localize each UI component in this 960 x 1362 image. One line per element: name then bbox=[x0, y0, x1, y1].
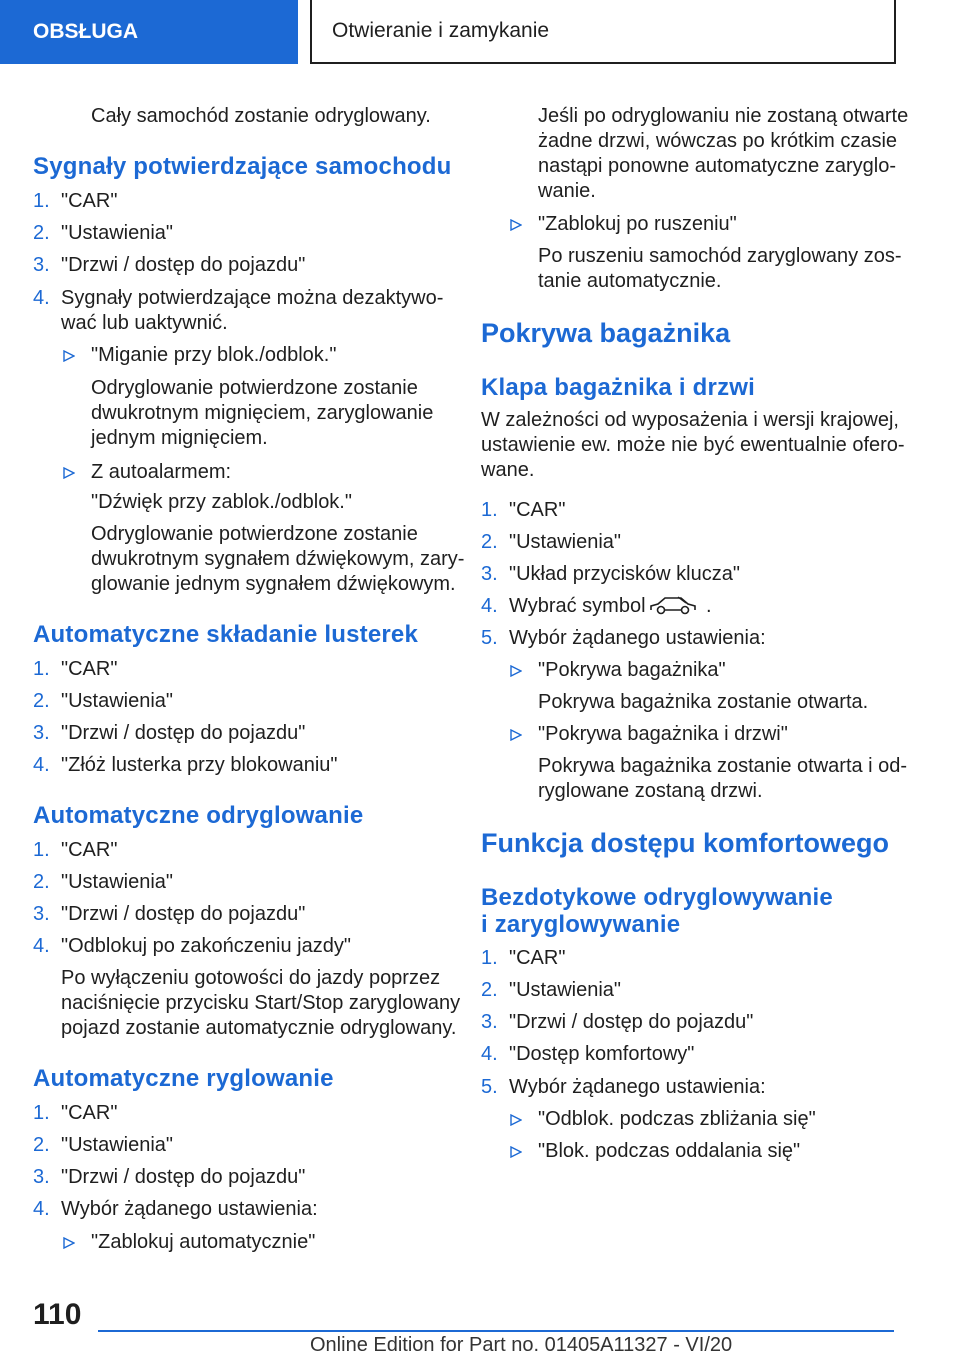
section-title: Klapa bagażnika i drzwi bbox=[481, 374, 756, 401]
step-desc: naciśnięcie przycisku Start/Stop zaryglowany bbox=[61, 992, 461, 1014]
step-number: 4. bbox=[33, 1198, 50, 1220]
step-text: "Drzwi / dostęp do pojazdu" bbox=[509, 1011, 754, 1033]
section-title: i zaryglowywanie bbox=[481, 911, 681, 938]
step-text: Wybrać symbol bbox=[509, 595, 646, 617]
step-number: 1. bbox=[481, 947, 498, 969]
step-number: 3. bbox=[481, 563, 498, 585]
option-label: "Pokrywa bagażnika i drzwi" bbox=[538, 723, 788, 745]
step-text: "Dostęp komfortowy" bbox=[509, 1043, 695, 1065]
step-text: "Ustawienia" bbox=[61, 871, 174, 893]
chapter-heading: Pokrywa bagażnika bbox=[481, 318, 731, 348]
step-text: Sygnały potwierdzające można dezaktywo- bbox=[61, 287, 444, 309]
section-intro: wane. bbox=[481, 459, 535, 481]
step-text: "Ustawienia" bbox=[509, 531, 622, 553]
option-desc: ryglowane zostaną drzwi. bbox=[538, 780, 763, 802]
step-text: "Układ przycisków klucza" bbox=[509, 563, 740, 585]
section-tab bbox=[0, 0, 298, 64]
car-icon bbox=[648, 594, 698, 621]
option-desc: glowanie jednym sygnałem dźwiękowym. bbox=[91, 573, 456, 595]
option-desc: Pokrywa bagażnika zostanie otwarta. bbox=[538, 691, 869, 713]
step-text-suffix: . bbox=[706, 595, 712, 617]
step-text: "Drzwi / dostęp do pojazdu" bbox=[61, 1166, 306, 1188]
option-desc: tanie automatycznie. bbox=[538, 270, 722, 292]
option-desc: dwukrotnym mignięciem, zaryglowanie bbox=[91, 402, 434, 424]
step-number: 4. bbox=[481, 1043, 498, 1065]
option-label: "Pokrywa bagażnika" bbox=[538, 659, 726, 681]
option-label: "Zablokuj automatycznie" bbox=[91, 1231, 316, 1253]
step-text: "CAR" bbox=[61, 190, 118, 212]
option-desc: Pokrywa bagażnika zostanie otwarta i od- bbox=[538, 755, 908, 777]
step-number: 3. bbox=[481, 1011, 498, 1033]
step-number: 2. bbox=[33, 222, 50, 244]
step-text: "Złóż lusterka przy blokowaniu" bbox=[61, 754, 338, 776]
option-desc: Jeśli po odryglowaniu nie zostaną otwarte bbox=[538, 105, 909, 127]
step-text: "Ustawienia" bbox=[61, 222, 174, 244]
option-desc: wanie. bbox=[538, 180, 596, 202]
step-number: 5. bbox=[481, 627, 498, 649]
step-text: "CAR" bbox=[61, 839, 118, 861]
step-number: 2. bbox=[481, 531, 498, 553]
step-number: 3. bbox=[33, 722, 50, 744]
chapter-label: Otwieranie i zamykanie bbox=[332, 19, 550, 42]
step-desc: pojazd zostanie automatycznie odryglowany. bbox=[61, 1017, 457, 1039]
step-text: Wybór żądanego ustawienia: bbox=[509, 1076, 766, 1098]
chapter-heading: Funkcja dostępu komfortowego bbox=[481, 828, 890, 858]
footer-divider bbox=[98, 1330, 894, 1332]
step-number: 3. bbox=[33, 903, 50, 925]
step-text: "CAR" bbox=[509, 499, 566, 521]
step-text: "CAR" bbox=[61, 1102, 118, 1124]
step-number: 3. bbox=[33, 254, 50, 276]
option-desc: nastąpi ponowne automatyczne zaryglo- bbox=[538, 155, 896, 177]
option-label: "Zablokuj po ruszeniu" bbox=[538, 213, 737, 235]
section-title: Automatyczne ryglowanie bbox=[33, 1065, 334, 1092]
option-desc: żadne drzwi, wówczas po krótkim czasie bbox=[538, 130, 898, 152]
step-number: 1. bbox=[33, 658, 50, 680]
step-number: 1. bbox=[33, 839, 50, 861]
step-text: wać lub uaktywnić. bbox=[61, 312, 228, 334]
step-number: 4. bbox=[481, 595, 498, 617]
section-title: Automatyczne składanie lusterek bbox=[33, 621, 419, 648]
step-desc: Po wyłączeniu gotowości do jazdy poprzez bbox=[61, 967, 441, 989]
step-text: "Ustawienia" bbox=[61, 690, 174, 712]
section-intro: ustawienie ew. może nie być ewentualnie ofero- bbox=[481, 434, 905, 456]
step-text: "CAR" bbox=[61, 658, 118, 680]
footer-edition: Online Edition for Part no. 01405A11327 - VI/20 bbox=[310, 1334, 733, 1356]
option-desc: dwukrotnym sygnałem dźwiękowym, zary- bbox=[91, 548, 465, 570]
step-text: Wybór żądanego ustawienia: bbox=[61, 1198, 318, 1220]
option-desc: Po ruszeniu samochód zaryglowany zos- bbox=[538, 245, 902, 267]
step-number: 4. bbox=[33, 935, 50, 957]
step-number: 4. bbox=[33, 287, 50, 309]
step-text: Wybór żądanego ustawienia: bbox=[509, 627, 766, 649]
step-number: 2. bbox=[33, 871, 50, 893]
step-number: 1. bbox=[33, 190, 50, 212]
option-desc: Odryglowanie potwierdzone zostanie bbox=[91, 523, 418, 545]
step-text: "Drzwi / dostęp do pojazdu" bbox=[61, 254, 306, 276]
step-number: 1. bbox=[33, 1102, 50, 1124]
step-number: 2. bbox=[481, 979, 498, 1001]
step-text: "Ustawienia" bbox=[61, 1134, 174, 1156]
option-desc: jednym mignięciem. bbox=[91, 427, 268, 449]
chapter-tab bbox=[310, 0, 896, 64]
step-number: 3. bbox=[33, 1166, 50, 1188]
step-text: "Drzwi / dostęp do pojazdu" bbox=[61, 903, 306, 925]
option-label: "Blok. podczas oddalania się" bbox=[538, 1140, 801, 1162]
step-text: "CAR" bbox=[509, 947, 566, 969]
section-label: OBSŁUGA bbox=[33, 20, 138, 43]
option-label: Z autoalarmem: bbox=[91, 461, 232, 483]
section-title: Bezdotykowe odryglowywanie bbox=[481, 884, 833, 911]
intro-line: Cały samochód zostanie odryglowany. bbox=[91, 105, 431, 127]
step-number: 4. bbox=[33, 754, 50, 776]
section-title: Automatyczne odryglowanie bbox=[33, 802, 364, 829]
step-text: "Ustawienia" bbox=[509, 979, 622, 1001]
option-desc: Odryglowanie potwierdzone zostanie bbox=[91, 377, 418, 399]
step-number: 2. bbox=[33, 1134, 50, 1156]
option-label: "Odblok. podczas zbliżania się" bbox=[538, 1108, 816, 1130]
step-number: 5. bbox=[481, 1076, 498, 1098]
section-title: Sygnały potwierdzające samochodu bbox=[33, 153, 452, 180]
option-label: "Miganie przy blok./odblok." bbox=[91, 344, 337, 366]
step-text: "Odblokuj po zakończeniu jazdy" bbox=[61, 935, 351, 957]
page-number: 110 bbox=[33, 1298, 82, 1331]
option-sub: "Dźwięk przy zablok./odblok." bbox=[91, 491, 352, 513]
step-number: 1. bbox=[481, 499, 498, 521]
section-intro: W zależności od wyposażenia i wersji krajowej, bbox=[481, 409, 899, 431]
step-text: "Drzwi / dostęp do pojazdu" bbox=[61, 722, 306, 744]
step-number: 2. bbox=[33, 690, 50, 712]
